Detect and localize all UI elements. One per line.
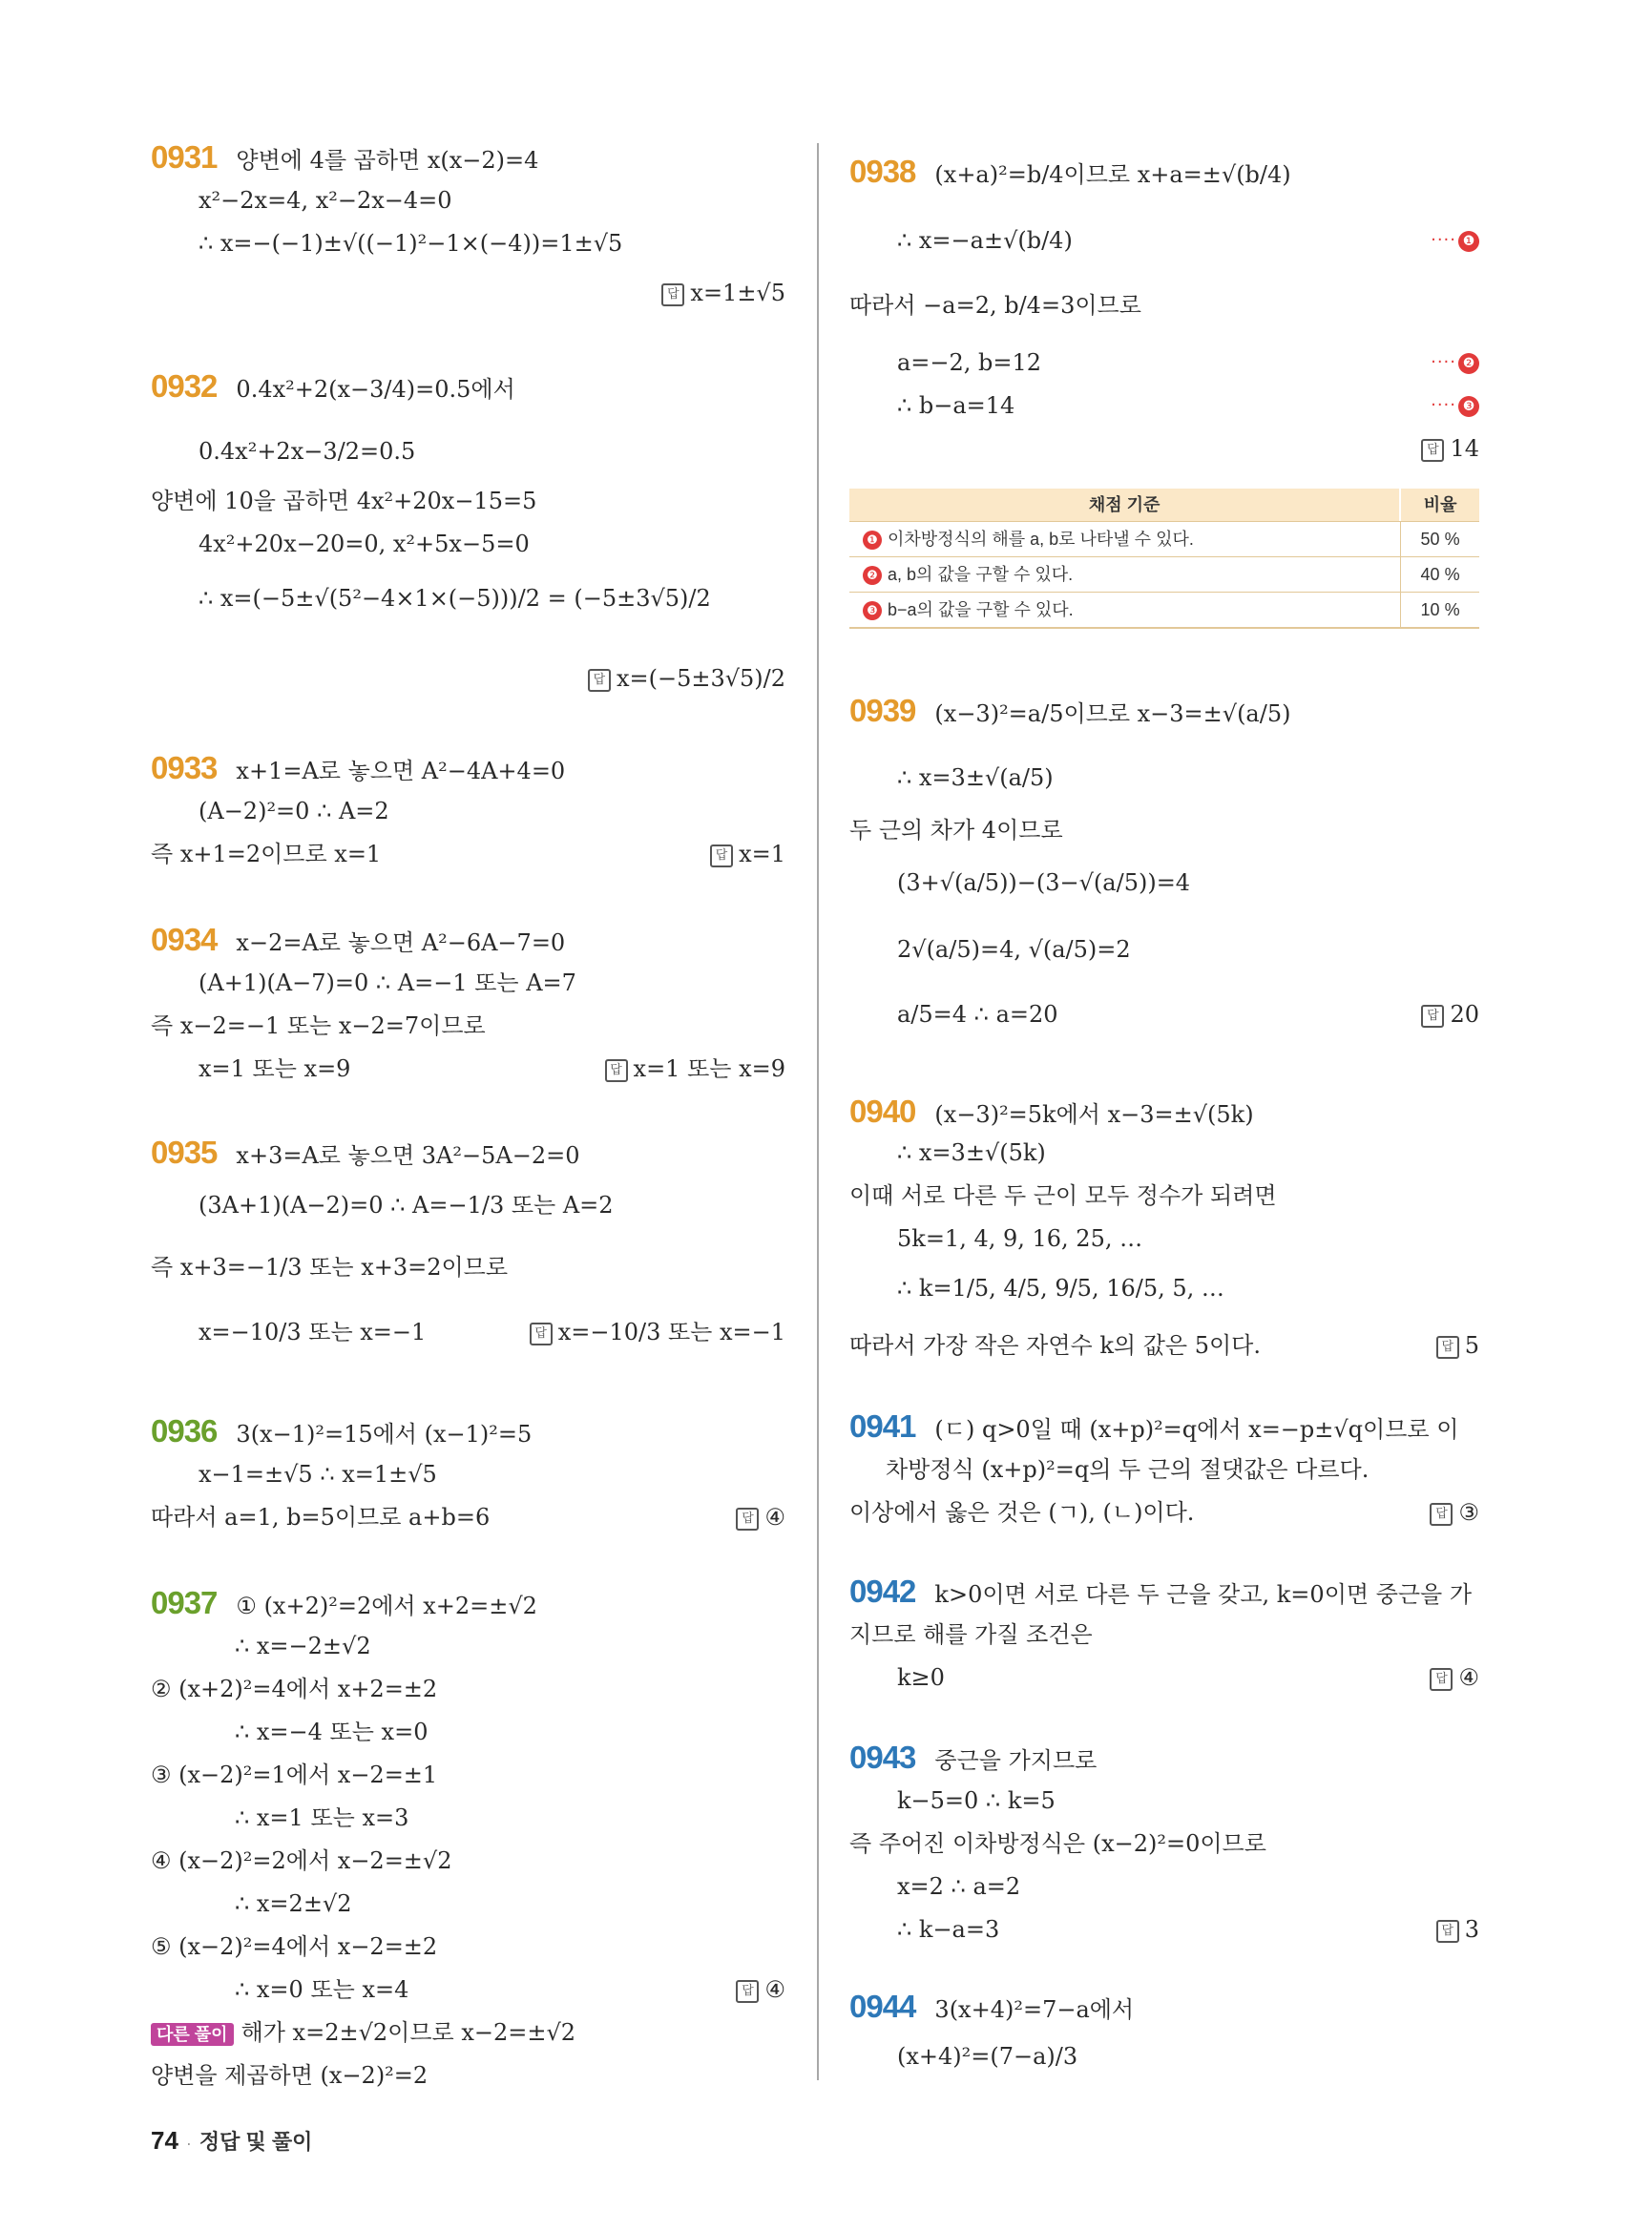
answer (736, 1975, 785, 2004)
solution-line: 즉 주어진 이차방정식은 (x−2)²=0이므로 (849, 1830, 1266, 1857)
answer-icon: 답 (530, 1323, 553, 1345)
step-marker-3: ···· ❸ (1431, 391, 1479, 420)
criterion-text: 이차방정식의 해를 a, b로 나타낼 수 있다. (888, 530, 1194, 549)
solution-line: x=−10/3 또는 x=−1 (199, 1319, 427, 1345)
solution-line: 즉 x−2=−1 또는 x−2=7이므로 (151, 1012, 486, 1039)
problem-number: 0944 (849, 1989, 916, 2024)
page-footer (151, 2126, 312, 2156)
solution-line: ∴ k=1/5, 4/5, 9/5, 16/5, 5, … (897, 1275, 1224, 1302)
solution-line: 따라서 가장 작은 자연수 k의 값은 5이다. (849, 1332, 1261, 1359)
solution-line: k−5=0 ∴ k=5 (897, 1787, 1056, 1814)
solution-line: 따라서 −a=2, b/4=3이므로 (849, 292, 1141, 319)
solution-line: ② (x+2)²=4에서 x+2=±2 (151, 1676, 438, 1702)
step-marker-icon: ❷ (863, 566, 882, 585)
solution-line: ∴ x=−(−1)±√((−1)²−1×(−4))=1±√5 (199, 230, 623, 257)
solution-line: x=2 ∴ a=2 (897, 1873, 1021, 1900)
answer (710, 840, 785, 868)
answer-value: 20 (1450, 1001, 1479, 1028)
answer (661, 279, 785, 307)
answer-icon: 답 (736, 1980, 759, 2003)
step-marker-1: ···· ❶ (1431, 226, 1479, 255)
answer (1436, 1331, 1479, 1360)
solution-line: x−2=A로 놓으면 A²−6A−7=0 (236, 929, 566, 956)
step-marker-2: ···· ❷ (1431, 348, 1479, 377)
answer-value: 3 (1464, 1916, 1479, 1943)
solution-line: ∴ x=−2±√2 (235, 1633, 371, 1659)
answer-icon: 답 (588, 669, 611, 692)
solution-line: ∴ x=3±√(a/5) (897, 764, 1054, 791)
answer-icon: 답 (1430, 1503, 1453, 1526)
solution-line: (A+1)(A−7)=0 ∴ A=−1 또는 A=7 (199, 970, 576, 996)
answer (530, 1318, 785, 1346)
answer-icon: 답 (710, 844, 733, 867)
solution-line: 중근을 가지므로 (934, 1747, 1098, 1774)
solution-line: (3+√(a/5))−(3−√(a/5))=4 (897, 869, 1191, 896)
answer-icon: 답 (1421, 439, 1444, 462)
scoring-table-header (849, 489, 1479, 521)
answer (1430, 1663, 1479, 1692)
solution-line: 양변에 4를 곱하면 x(x−2)=4 (236, 147, 539, 174)
solution-line: x+3=A로 놓으면 3A²−5A−2=0 (236, 1142, 580, 1169)
answer-icon: 답 (736, 1508, 759, 1531)
solution-line: (x+a)²=b/4이므로 x+a=±√(b/4) (934, 161, 1291, 188)
solution-line: 3(x−1)²=15에서 (x−1)²=5 (236, 1421, 533, 1448)
answer (1436, 1915, 1479, 1944)
problem-number: 0942 (849, 1574, 916, 1609)
problem-number: 0931 (151, 139, 218, 175)
solution-line: (ㄷ) q>0일 때 (x+p)²=q에서 x=−p±√q이므로 이 (934, 1416, 1459, 1443)
problem-number: 0935 (151, 1135, 218, 1170)
answer (1421, 1000, 1479, 1029)
solution-line: a/5=4 ∴ a=20 (897, 1001, 1058, 1028)
ratio-value: 10 % (1400, 593, 1479, 627)
solution-line: a=−2, b=12 (897, 349, 1042, 376)
problem-number: 0934 (151, 922, 218, 957)
step-marker-icon: ❸ (863, 601, 882, 620)
section-title: 정답 및 풀이 (199, 2130, 313, 2154)
answer-value: ④ (764, 1976, 785, 2003)
solution-line: 0.4x²+2x−3/2=0.5 (199, 438, 416, 465)
problem-number: 0932 (151, 368, 218, 404)
answer (1421, 434, 1479, 463)
solution-line: (x−3)²=5k에서 x−3=±√(5k) (934, 1101, 1254, 1128)
solution-line: ∴ x=1 또는 x=3 (235, 1804, 409, 1831)
solution-line: 즉 x+1=2이므로 x=1 (151, 841, 382, 867)
solution-line: 양변을 제곱하면 (x−2)²=2 (151, 2062, 429, 2089)
answer-icon: 답 (1436, 1920, 1459, 1943)
scoring-row (849, 556, 1479, 592)
solution-line: ⑤ (x−2)²=4에서 x−2=±2 (151, 1933, 438, 1960)
solution-line: 5k=1, 4, 9, 16, 25, … (897, 1225, 1143, 1252)
answer-value: x=(−5±3√5)/2 (616, 665, 785, 692)
solution-line: (x−3)²=a/5이므로 x−3=±√(a/5) (934, 700, 1291, 727)
problem-number: 0941 (849, 1408, 916, 1444)
solution-line: ∴ k−a=3 (897, 1916, 1000, 1943)
solution-line: k>0이면 서로 다른 두 근을 갖고, k=0이면 중근을 가 (934, 1581, 1473, 1608)
problem-number: 0943 (849, 1740, 916, 1775)
solution-line: k≥0 (897, 1664, 945, 1691)
solution-line: 두 근의 차가 4이므로 (849, 817, 1063, 844)
problem-number: 0940 (849, 1094, 916, 1129)
answer-value: x=1 (739, 841, 785, 867)
page-number: 74 (151, 2126, 178, 2155)
answer (605, 1054, 785, 1083)
solution-line: ∴ x=3±√(5k) (897, 1139, 1046, 1166)
ratio-value: 50 % (1400, 522, 1479, 556)
answer-icon: 답 (1421, 1005, 1444, 1028)
solution-line: 2√(a/5)=4, √(a/5)=2 (897, 936, 1131, 963)
answer (736, 1503, 785, 1532)
solution-line: 이상에서 옳은 것은 (ㄱ), (ㄴ)이다. (849, 1499, 1195, 1526)
ratio-value: 40 % (1400, 557, 1479, 592)
answer-icon: 답 (1436, 1336, 1459, 1359)
solution-line: 해가 x=2±√2이므로 x−2=±√2 (240, 2019, 576, 2046)
solution-line: x+1=A로 놓으면 A²−4A+4=0 (236, 758, 566, 784)
header-ratio: 비율 (1399, 489, 1479, 521)
answer-value: x=1±√5 (690, 280, 785, 306)
answer-value: ④ (764, 1504, 785, 1531)
problem-number: 0937 (151, 1585, 218, 1620)
solution-line: 차방정식 (x+p)²=q의 두 근의 절댓값은 다르다. (886, 1456, 1370, 1483)
answer (588, 664, 785, 693)
solution-line: ③ (x−2)²=1에서 x−2=±1 (151, 1762, 438, 1788)
answer-value: x=−10/3 또는 x=−1 (557, 1319, 785, 1345)
solution-line: 즉 x+3=−1/3 또는 x+3=2이므로 (151, 1254, 509, 1281)
alt-solution-tag: 다른 풀이 (151, 2023, 234, 2046)
answer-value: ③ (1458, 1499, 1479, 1526)
problem-number: 0936 (151, 1413, 218, 1449)
solution-line: ∴ x=0 또는 x=4 (235, 1976, 409, 2003)
solution-line: x²−2x=4, x²−2x−4=0 (199, 187, 452, 214)
solution-line: ∴ x=2±√2 (235, 1890, 352, 1917)
solution-line: 따라서 a=1, b=5이므로 a+b=6 (151, 1504, 491, 1531)
criterion-text: a, b의 값을 구할 수 있다. (888, 565, 1074, 584)
column-divider (817, 143, 819, 2080)
answer-value: 14 (1450, 435, 1479, 462)
solution-line: 3(x+4)²=7−a에서 (934, 1996, 1135, 2023)
answer-value: 5 (1464, 1332, 1479, 1359)
scoring-row (849, 521, 1479, 556)
solution-line: x=1 또는 x=9 (199, 1055, 351, 1082)
solution-line: ∴ x=−4 또는 x=0 (235, 1719, 429, 1745)
problem-number: 0939 (849, 693, 916, 728)
solution-line: 0.4x²+2(x−3/4)=0.5에서 (236, 376, 515, 403)
solution-line: ∴ b−a=14 (897, 392, 1015, 419)
answer-icon: 답 (605, 1059, 628, 1082)
solution-line: 이때 서로 다른 두 근이 모두 정수가 되려면 (849, 1182, 1277, 1209)
solution-line: x−1=±√5 ∴ x=1±√5 (199, 1461, 437, 1488)
answer (1430, 1498, 1479, 1527)
solution-line: 양변에 10을 곱하면 4x²+20x−15=5 (151, 488, 537, 514)
footer-separator: · (185, 2134, 192, 2153)
solution-line: 지므로 해를 가질 조건은 (849, 1621, 1093, 1648)
answer-value: x=1 또는 x=9 (633, 1055, 785, 1082)
solution-line: (x+4)²=(7−a)/3 (897, 2043, 1078, 2070)
answer-value: ④ (1458, 1664, 1479, 1691)
solution-line: 4x²+20x−20=0, x²+5x−5=0 (199, 531, 530, 557)
solution-line: ∴ x=(−5±√(5²−4×1×(−5)))/2 = (−5±3√5)/2 (199, 585, 711, 612)
criterion-text: b−a의 값을 구할 수 있다. (888, 600, 1074, 619)
scoring-row (849, 592, 1479, 629)
solution-line: ④ (x−2)²=2에서 x−2=±√2 (151, 1847, 452, 1874)
step-marker-icon: ❶ (863, 531, 882, 550)
solution-line: (3A+1)(A−2)=0 ∴ A=−1/3 또는 A=2 (199, 1192, 614, 1219)
scoring-table (849, 489, 1479, 629)
header-criterion: 채점 기준 (1088, 495, 1161, 514)
problem-number: 0938 (849, 154, 916, 189)
solution-line: ∴ x=−a±√(b/4) (897, 227, 1073, 254)
solution-line: (A−2)²=0 ∴ A=2 (199, 798, 389, 824)
answer-icon: 답 (1430, 1668, 1453, 1691)
solution-line: ① (x+2)²=2에서 x+2=±√2 (236, 1593, 537, 1619)
answer-icon: 답 (661, 283, 684, 306)
problem-number: 0933 (151, 750, 218, 785)
